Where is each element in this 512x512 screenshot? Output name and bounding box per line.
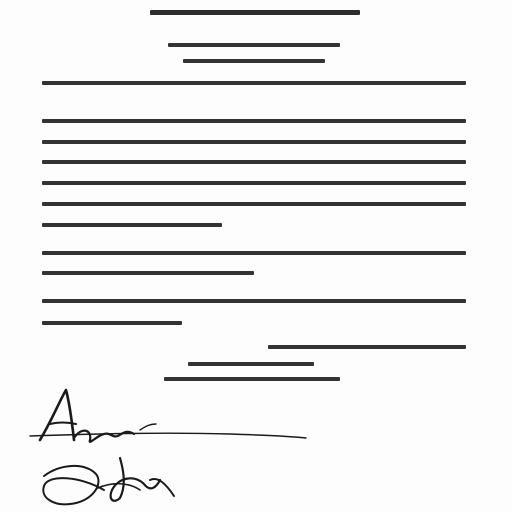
paragraph-line <box>42 140 466 144</box>
paragraph-line <box>42 181 466 185</box>
paragraph-line <box>42 119 466 123</box>
paragraph-line <box>42 202 466 206</box>
closing-line <box>268 345 466 349</box>
paragraph-line <box>42 299 466 303</box>
paragraph-line <box>42 251 466 255</box>
paragraph-line <box>42 81 466 85</box>
subheading-line <box>183 59 325 63</box>
closing-line <box>188 362 314 366</box>
handwritten-signature-icon <box>0 380 512 512</box>
paragraph-line <box>42 160 466 164</box>
heading-line <box>150 10 360 15</box>
subheading-line <box>168 43 340 47</box>
paragraph-line <box>42 223 222 227</box>
paragraph-line <box>42 321 182 325</box>
paragraph-line <box>42 271 254 275</box>
